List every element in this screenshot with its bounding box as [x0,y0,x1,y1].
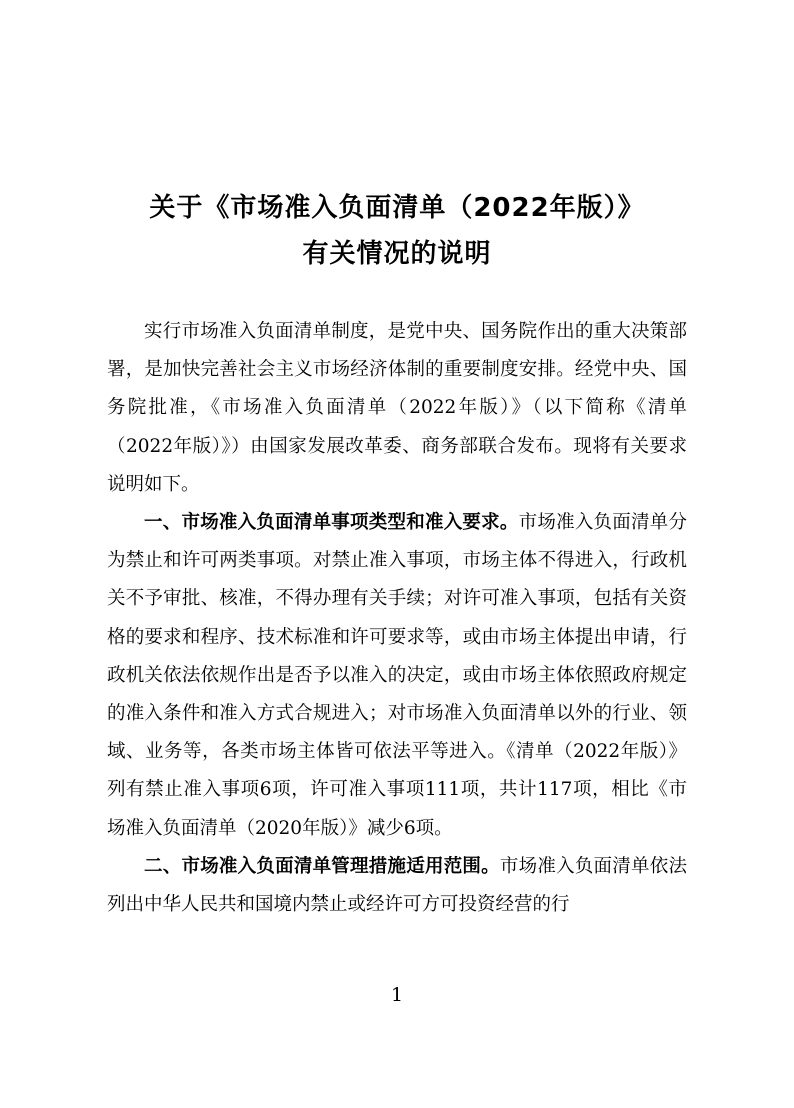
paragraph-intro [107,313,687,504]
page-number: 1 [390,984,404,1006]
document-body [107,313,687,924]
section-heading: 二、市场准入负面清单管理措施适用范围。 [144,855,500,877]
document-title-line-1: 关于《市场准入负面清单（2022年版）》 [149,193,645,223]
paragraph-section-2 [107,848,687,924]
document-title-line-2: 有关情况的说明 [302,239,492,269]
section-heading: 一、市场准入负面清单事项类型和准入要求。 [144,512,519,534]
paragraph-section-1 [107,504,687,848]
paragraph-text: 实行市场准入负面清单制度，是党中央、国务院作出的重大决策部署，是加快完善社会主义市场经济体制的重要制度安排。经党中央、国务院批准，《市场准入负面清单（2022年版）》（以下简称《清单（2022年版）》）由国家发展改革委、商务部联合发布。现将有关要求说明如下。 [107,321,687,495]
paragraph-text: 市场准入负面清单分为禁止和许可两类事项。对禁止准入事项，市场主体不得进入，行政机关不予审批、核准，不得办理有关手续；对许可准入事项，包括有关资格的要求和程序、技术标准和许可要求等，或由市场主体提出申请，行政机关依法依规作出是否予以准入的决定，或由市场主体依照政府规定的准入条件和准入方式合规进入；对市场准入负面清单以外的行业、领域、业务等，各类市场主体皆可依法平等进入。《清单（2022年版）》列有禁止准入事项6项，许可准入事项111项，共计117项，相比《市场准入负面清单（2020年版）》减少6项。 [107,512,687,839]
paragraph-text: 市场准入负面清单依法列出中华人民共和国境内禁止或经许可方可投资经营的行 [107,855,687,916]
